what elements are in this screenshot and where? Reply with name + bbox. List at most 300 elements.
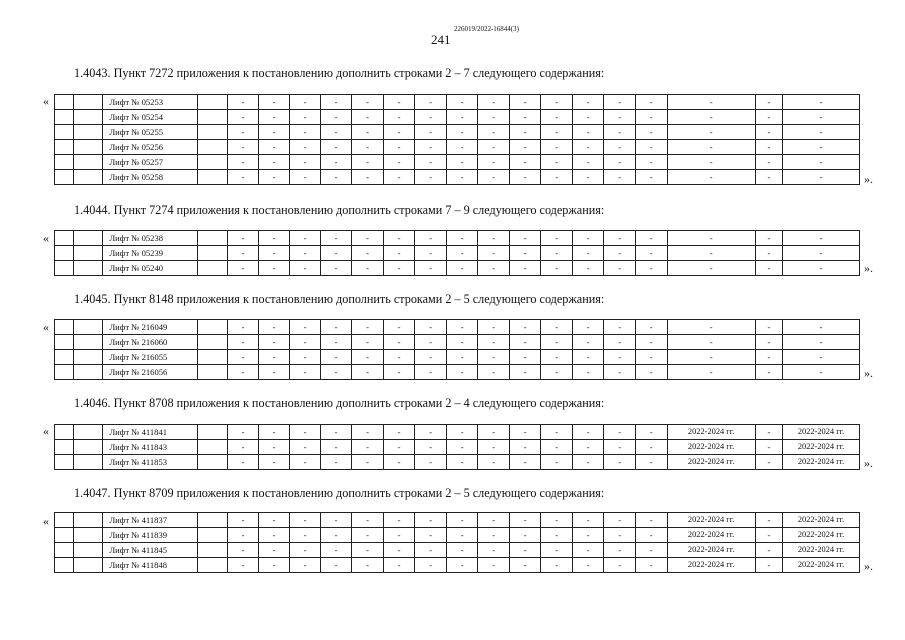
value-cell: - [415,95,447,110]
value-cell: - [572,528,604,543]
value-cell: - [604,170,636,185]
value-cell: - [755,261,782,276]
value-cell: - [290,95,320,110]
period-cell: 2022-2024 гг. [667,440,755,455]
blank-cell [55,170,74,185]
value-cell: - [383,246,415,261]
value-cell: - [320,455,352,470]
blank-cell [73,231,102,246]
value-cell: - [667,365,755,380]
value-cell: - [383,543,415,558]
table-row [55,261,860,276]
value-cell: - [572,455,604,470]
value-cell: - [478,528,510,543]
table-row [55,320,860,335]
value-cell: - [228,425,258,440]
value-cell: - [509,440,541,455]
value-cell: - [258,558,290,573]
value-cell: - [290,455,320,470]
value-cell: - [320,513,352,528]
blank-cell [197,425,227,440]
blank-cell [73,155,102,170]
value-cell: - [290,231,320,246]
blank-cell [73,558,102,573]
value-cell: - [509,513,541,528]
value-cell: - [258,350,290,365]
value-cell: - [228,170,258,185]
blank-cell [73,365,102,380]
blank-cell [73,350,102,365]
value-cell: - [755,558,782,573]
value-cell: - [783,110,860,125]
period-cell: 2022-2024 гг. [783,543,860,558]
value-cell: - [635,140,667,155]
value-cell: - [446,95,478,110]
value-cell: - [667,261,755,276]
value-cell: - [415,335,447,350]
quote-close: ». [864,559,873,573]
value-cell: - [572,261,604,276]
lift-name-cell: Лифт № 411839 [103,528,198,543]
value-cell: - [415,261,447,276]
value-cell: - [258,95,290,110]
table-row [55,170,860,185]
table-row [55,558,860,573]
value-cell: - [509,231,541,246]
value-cell: - [228,455,258,470]
value-cell: - [541,125,573,140]
value-cell: - [755,440,782,455]
value-cell: - [478,231,510,246]
value-cell: - [320,350,352,365]
value-cell: - [667,140,755,155]
blank-cell [73,335,102,350]
value-cell: - [509,365,541,380]
lift-name-cell: Лифт № 411837 [103,513,198,528]
blank-cell [197,125,227,140]
value-cell: - [228,365,258,380]
value-cell: - [228,440,258,455]
value-cell: - [415,350,447,365]
value-cell: - [509,558,541,573]
period-cell: 2022-2024 гг. [783,440,860,455]
value-cell: - [352,261,384,276]
blank-cell [73,170,102,185]
value-cell: - [604,440,636,455]
blank-cell [73,513,102,528]
blank-cell [55,140,74,155]
value-cell: - [228,350,258,365]
amendment-table [54,230,860,276]
value-cell: - [541,155,573,170]
lift-name-cell: Лифт № 05254 [103,110,198,125]
value-cell: - [258,125,290,140]
period-cell: 2022-2024 гг. [783,513,860,528]
lift-name-cell: Лифт № 216055 [103,350,198,365]
value-cell: - [541,528,573,543]
value-cell: - [383,110,415,125]
value-cell: - [478,425,510,440]
value-cell: - [478,350,510,365]
blank-cell [197,335,227,350]
lift-name-cell: Лифт № 411841 [103,425,198,440]
value-cell: - [604,231,636,246]
value-cell: - [783,350,860,365]
table-row [55,513,860,528]
blank-cell [55,335,74,350]
value-cell: - [604,350,636,365]
blank-cell [73,320,102,335]
value-cell: - [755,95,782,110]
value-cell: - [635,425,667,440]
value-cell: - [635,455,667,470]
table-row [55,335,860,350]
value-cell: - [352,320,384,335]
blank-cell [197,365,227,380]
value-cell: - [541,261,573,276]
value-cell: - [783,246,860,261]
lift-name-cell: Лифт № 216060 [103,335,198,350]
table-row [55,543,860,558]
value-cell: - [258,425,290,440]
blank-cell [197,543,227,558]
blank-cell [73,440,102,455]
value-cell: - [290,125,320,140]
value-cell: - [228,261,258,276]
value-cell: - [667,231,755,246]
value-cell: - [604,513,636,528]
value-cell: - [572,110,604,125]
value-cell: - [258,513,290,528]
value-cell: - [352,513,384,528]
value-cell: - [667,95,755,110]
value-cell: - [755,246,782,261]
value-cell: - [783,231,860,246]
value-cell: - [228,320,258,335]
value-cell: - [258,335,290,350]
value-cell: - [478,170,510,185]
value-cell: - [541,350,573,365]
value-cell: - [478,140,510,155]
value-cell: - [290,320,320,335]
value-cell: - [352,95,384,110]
value-cell: - [320,110,352,125]
value-cell: - [667,335,755,350]
value-cell: - [541,543,573,558]
value-cell: - [755,140,782,155]
value-cell: - [446,261,478,276]
value-cell: - [572,513,604,528]
value-cell: - [258,170,290,185]
value-cell: - [478,335,510,350]
value-cell: - [541,170,573,185]
period-cell: 2022-2024 гг. [783,528,860,543]
blank-cell [197,231,227,246]
value-cell: - [290,425,320,440]
table-row [55,350,860,365]
value-cell: - [415,155,447,170]
value-cell: - [258,455,290,470]
value-cell: - [783,95,860,110]
blank-cell [55,231,74,246]
value-cell: - [290,110,320,125]
value-cell: - [755,335,782,350]
quote-close: ». [864,456,873,470]
value-cell: - [320,440,352,455]
value-cell: - [320,95,352,110]
blank-cell [197,320,227,335]
value-cell: - [352,170,384,185]
table-row [55,455,860,470]
lift-name-cell: Лифт № 05238 [103,231,198,246]
value-cell: - [541,246,573,261]
value-cell: - [415,170,447,185]
value-cell: - [667,350,755,365]
value-cell: - [258,231,290,246]
value-cell: - [509,543,541,558]
value-cell: - [290,335,320,350]
blank-cell [55,350,74,365]
value-cell: - [604,365,636,380]
value-cell: - [541,110,573,125]
value-cell: - [572,246,604,261]
period-cell: 2022-2024 гг. [667,558,755,573]
blank-cell [73,125,102,140]
value-cell: - [228,335,258,350]
value-cell: - [478,95,510,110]
value-cell: - [541,440,573,455]
value-cell: - [604,110,636,125]
blank-cell [197,440,227,455]
value-cell: - [446,320,478,335]
blank-cell [197,140,227,155]
value-cell: - [383,558,415,573]
value-cell: - [228,125,258,140]
blank-cell [73,425,102,440]
value-cell: - [541,335,573,350]
table-row [55,231,860,246]
value-cell: - [352,246,384,261]
value-cell: - [446,110,478,125]
period-cell: 2022-2024 гг. [783,425,860,440]
value-cell: - [478,558,510,573]
lift-name-cell: Лифт № 05240 [103,261,198,276]
value-cell: - [755,513,782,528]
value-cell: - [635,513,667,528]
value-cell: - [541,95,573,110]
value-cell: - [446,350,478,365]
value-cell: - [383,170,415,185]
quote-open: « [43,514,49,528]
value-cell: - [290,513,320,528]
value-cell: - [320,231,352,246]
blank-cell [55,455,74,470]
value-cell: - [415,513,447,528]
value-cell: - [228,246,258,261]
value-cell: - [755,543,782,558]
blank-cell [197,558,227,573]
value-cell: - [667,125,755,140]
quote-close: ». [864,261,873,275]
value-cell: - [783,125,860,140]
lift-name-cell: Лифт № 05253 [103,95,198,110]
table-row [55,425,860,440]
value-cell: - [290,528,320,543]
value-cell: - [541,513,573,528]
value-cell: - [783,155,860,170]
value-cell: - [667,110,755,125]
value-cell: - [383,95,415,110]
blank-cell [197,455,227,470]
value-cell: - [446,365,478,380]
value-cell: - [228,543,258,558]
value-cell: - [383,440,415,455]
value-cell: - [572,425,604,440]
blank-cell [197,170,227,185]
value-cell: - [572,558,604,573]
value-cell: - [446,246,478,261]
value-cell: - [478,455,510,470]
value-cell: - [383,365,415,380]
value-cell: - [783,335,860,350]
table-row [55,246,860,261]
value-cell: - [446,440,478,455]
value-cell: - [258,110,290,125]
value-cell: - [755,425,782,440]
value-cell: - [320,320,352,335]
value-cell: - [478,155,510,170]
value-cell: - [415,425,447,440]
value-cell: - [320,558,352,573]
quote-close: ». [864,172,873,186]
value-cell: - [572,350,604,365]
value-cell: - [478,246,510,261]
value-cell: - [446,140,478,155]
blank-cell [73,246,102,261]
lift-name-cell: Лифт № 411848 [103,558,198,573]
value-cell: - [290,140,320,155]
value-cell: - [258,440,290,455]
value-cell: - [446,125,478,140]
value-cell: - [258,543,290,558]
value-cell: - [383,231,415,246]
lift-name-cell: Лифт № 05257 [103,155,198,170]
value-cell: - [783,320,860,335]
value-cell: - [572,231,604,246]
lift-name-cell: Лифт № 05239 [103,246,198,261]
value-cell: - [415,558,447,573]
blank-cell [55,528,74,543]
quote-open: « [43,94,49,108]
value-cell: - [635,365,667,380]
value-cell: - [478,320,510,335]
value-cell: - [509,110,541,125]
period-cell: 2022-2024 гг. [667,425,755,440]
blank-cell [55,365,74,380]
amendment-table [54,424,860,470]
value-cell: - [755,365,782,380]
blank-cell [73,110,102,125]
value-cell: - [320,170,352,185]
value-cell: - [228,231,258,246]
value-cell: - [352,231,384,246]
value-cell: - [320,365,352,380]
value-cell: - [604,558,636,573]
section-heading: 1.4044. Пункт 7274 приложения к постановлению дополнить строками 7 – 9 следующего содержания: [74,203,605,217]
value-cell: - [509,528,541,543]
value-cell: - [383,335,415,350]
blank-cell [55,543,74,558]
value-cell: - [290,365,320,380]
value-cell: - [572,125,604,140]
blank-cell [197,513,227,528]
blank-cell [55,155,74,170]
value-cell: - [635,125,667,140]
blank-cell [197,246,227,261]
value-cell: - [446,335,478,350]
blank-cell [73,261,102,276]
value-cell: - [755,350,782,365]
value-cell: - [446,455,478,470]
value-cell: - [446,231,478,246]
value-cell: - [352,350,384,365]
value-cell: - [383,125,415,140]
value-cell: - [783,365,860,380]
value-cell: - [320,125,352,140]
blank-cell [55,425,74,440]
value-cell: - [320,335,352,350]
quote-open: « [43,231,49,245]
value-cell: - [258,261,290,276]
table-row [55,528,860,543]
blank-cell [197,261,227,276]
value-cell: - [635,528,667,543]
value-cell: - [478,261,510,276]
blank-cell [55,95,74,110]
blank-cell [55,246,74,261]
value-cell: - [604,261,636,276]
period-cell: 2022-2024 гг. [783,455,860,470]
value-cell: - [635,558,667,573]
value-cell: - [352,155,384,170]
value-cell: - [755,110,782,125]
value-cell: - [290,558,320,573]
blank-cell [73,95,102,110]
value-cell: - [352,558,384,573]
value-cell: - [572,365,604,380]
value-cell: - [604,125,636,140]
value-cell: - [541,140,573,155]
value-cell: - [755,170,782,185]
value-cell: - [320,261,352,276]
value-cell: - [352,125,384,140]
value-cell: - [352,335,384,350]
table-row [55,365,860,380]
period-cell: 2022-2024 гг. [667,455,755,470]
value-cell: - [352,140,384,155]
blank-cell [55,440,74,455]
value-cell: - [228,140,258,155]
value-cell: - [635,170,667,185]
value-cell: - [352,455,384,470]
value-cell: - [509,125,541,140]
value-cell: - [290,246,320,261]
blank-cell [55,110,74,125]
blank-cell [197,110,227,125]
value-cell: - [320,425,352,440]
value-cell: - [383,350,415,365]
value-cell: - [783,170,860,185]
